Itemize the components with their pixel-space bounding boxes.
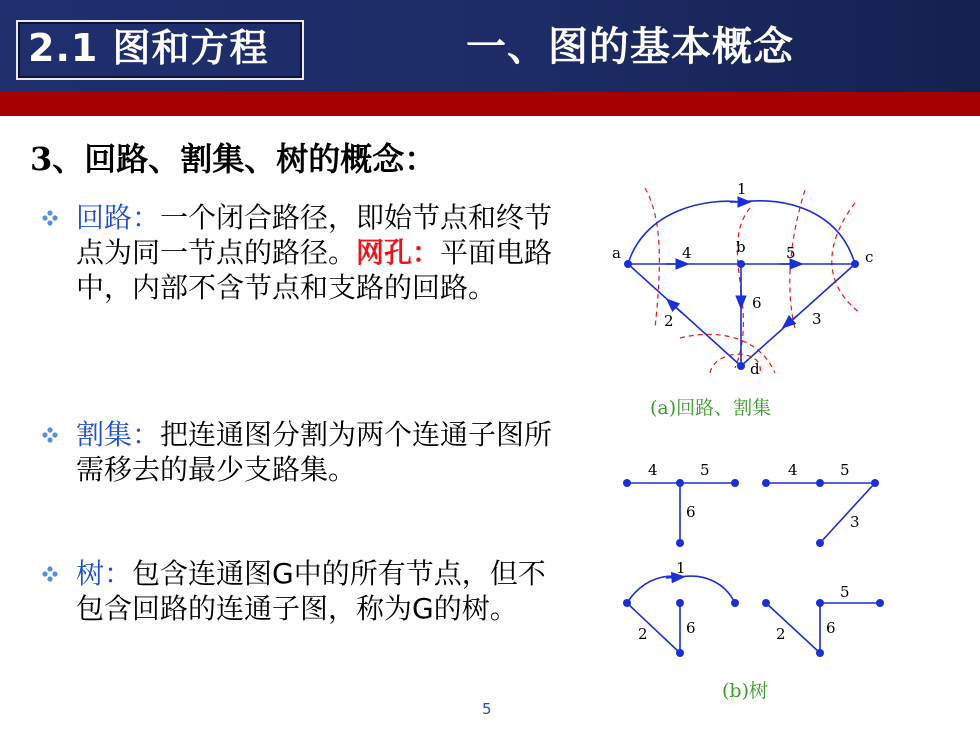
tree4-label-6: 6	[826, 619, 836, 637]
branch-label-1: 1	[737, 180, 747, 198]
branch-label-4: 4	[682, 244, 692, 262]
subheading: 3、回路、割集、树的概念：	[30, 140, 437, 178]
tree-1	[627, 483, 735, 543]
tree3-label-2: 2	[638, 625, 648, 643]
bullet-cutset	[46, 417, 566, 487]
tree1-label-6: 6	[686, 503, 696, 521]
diamond-bullet-icon	[42, 210, 58, 226]
bullet-loop	[46, 200, 566, 305]
tree1-label-4: 4	[648, 461, 658, 479]
branch-label-3: 3	[812, 310, 822, 328]
term-cutset: 割集	[76, 418, 133, 451]
node-label-a: a	[612, 244, 621, 262]
tree2-label-3: 3	[850, 513, 860, 531]
term-colon: ：	[104, 557, 133, 590]
term-mesh: 网孔：	[356, 236, 441, 269]
node-label-b: b	[736, 238, 746, 256]
diamond-bullet-icon	[42, 427, 58, 443]
caption-b: (b)树	[722, 680, 768, 702]
diamond-bullet-icon	[42, 566, 58, 582]
tree4-label-2: 2	[776, 625, 786, 643]
tree-definition: 包含连通图G中的所有节点，但不包含回路的连通子图，称为G的树。	[76, 557, 546, 625]
term-colon: ：	[132, 418, 161, 451]
figure-a-graph	[600, 178, 890, 428]
node-label-c: c	[865, 248, 874, 266]
tree3-label-1: 1	[676, 559, 686, 577]
tree2-label-5: 5	[840, 461, 850, 479]
loop-definition: 一个闭合路径，即始节点和终节点为同一节点的路径。	[76, 201, 553, 269]
slide-title: 一、图的基本概念	[466, 24, 794, 70]
tree2-label-4: 4	[788, 461, 798, 479]
branch-label-2: 2	[664, 312, 674, 330]
tree4-label-5: 5	[840, 583, 850, 601]
cutset-curves	[645, 188, 860, 373]
cutset-definition: 把连通图分割为两个连通子图所需移去的最少支路集。	[76, 418, 553, 486]
node-label-d: d	[750, 360, 760, 378]
mesh-definition: 平面电路中，内部不含节点和支路的回路。	[76, 236, 553, 304]
term-colon: ：	[132, 201, 161, 234]
caption-a: (a)回路、割集	[650, 397, 772, 419]
term-loop: 回路	[76, 201, 133, 234]
page-number: 5	[482, 700, 492, 718]
bullet-tree	[46, 556, 566, 626]
branch-label-6: 6	[752, 294, 762, 312]
figure-b-trees	[600, 455, 900, 710]
accent-bar	[0, 92, 980, 116]
tree1-label-5: 5	[700, 461, 710, 479]
graph-branches	[628, 201, 855, 366]
branch-label-5: 5	[786, 244, 796, 262]
section-title: 2.1 图和方程	[28, 26, 269, 70]
term-tree: 树	[76, 557, 105, 590]
tree-nodes	[623, 479, 884, 657]
tree3-label-6: 6	[686, 619, 696, 637]
